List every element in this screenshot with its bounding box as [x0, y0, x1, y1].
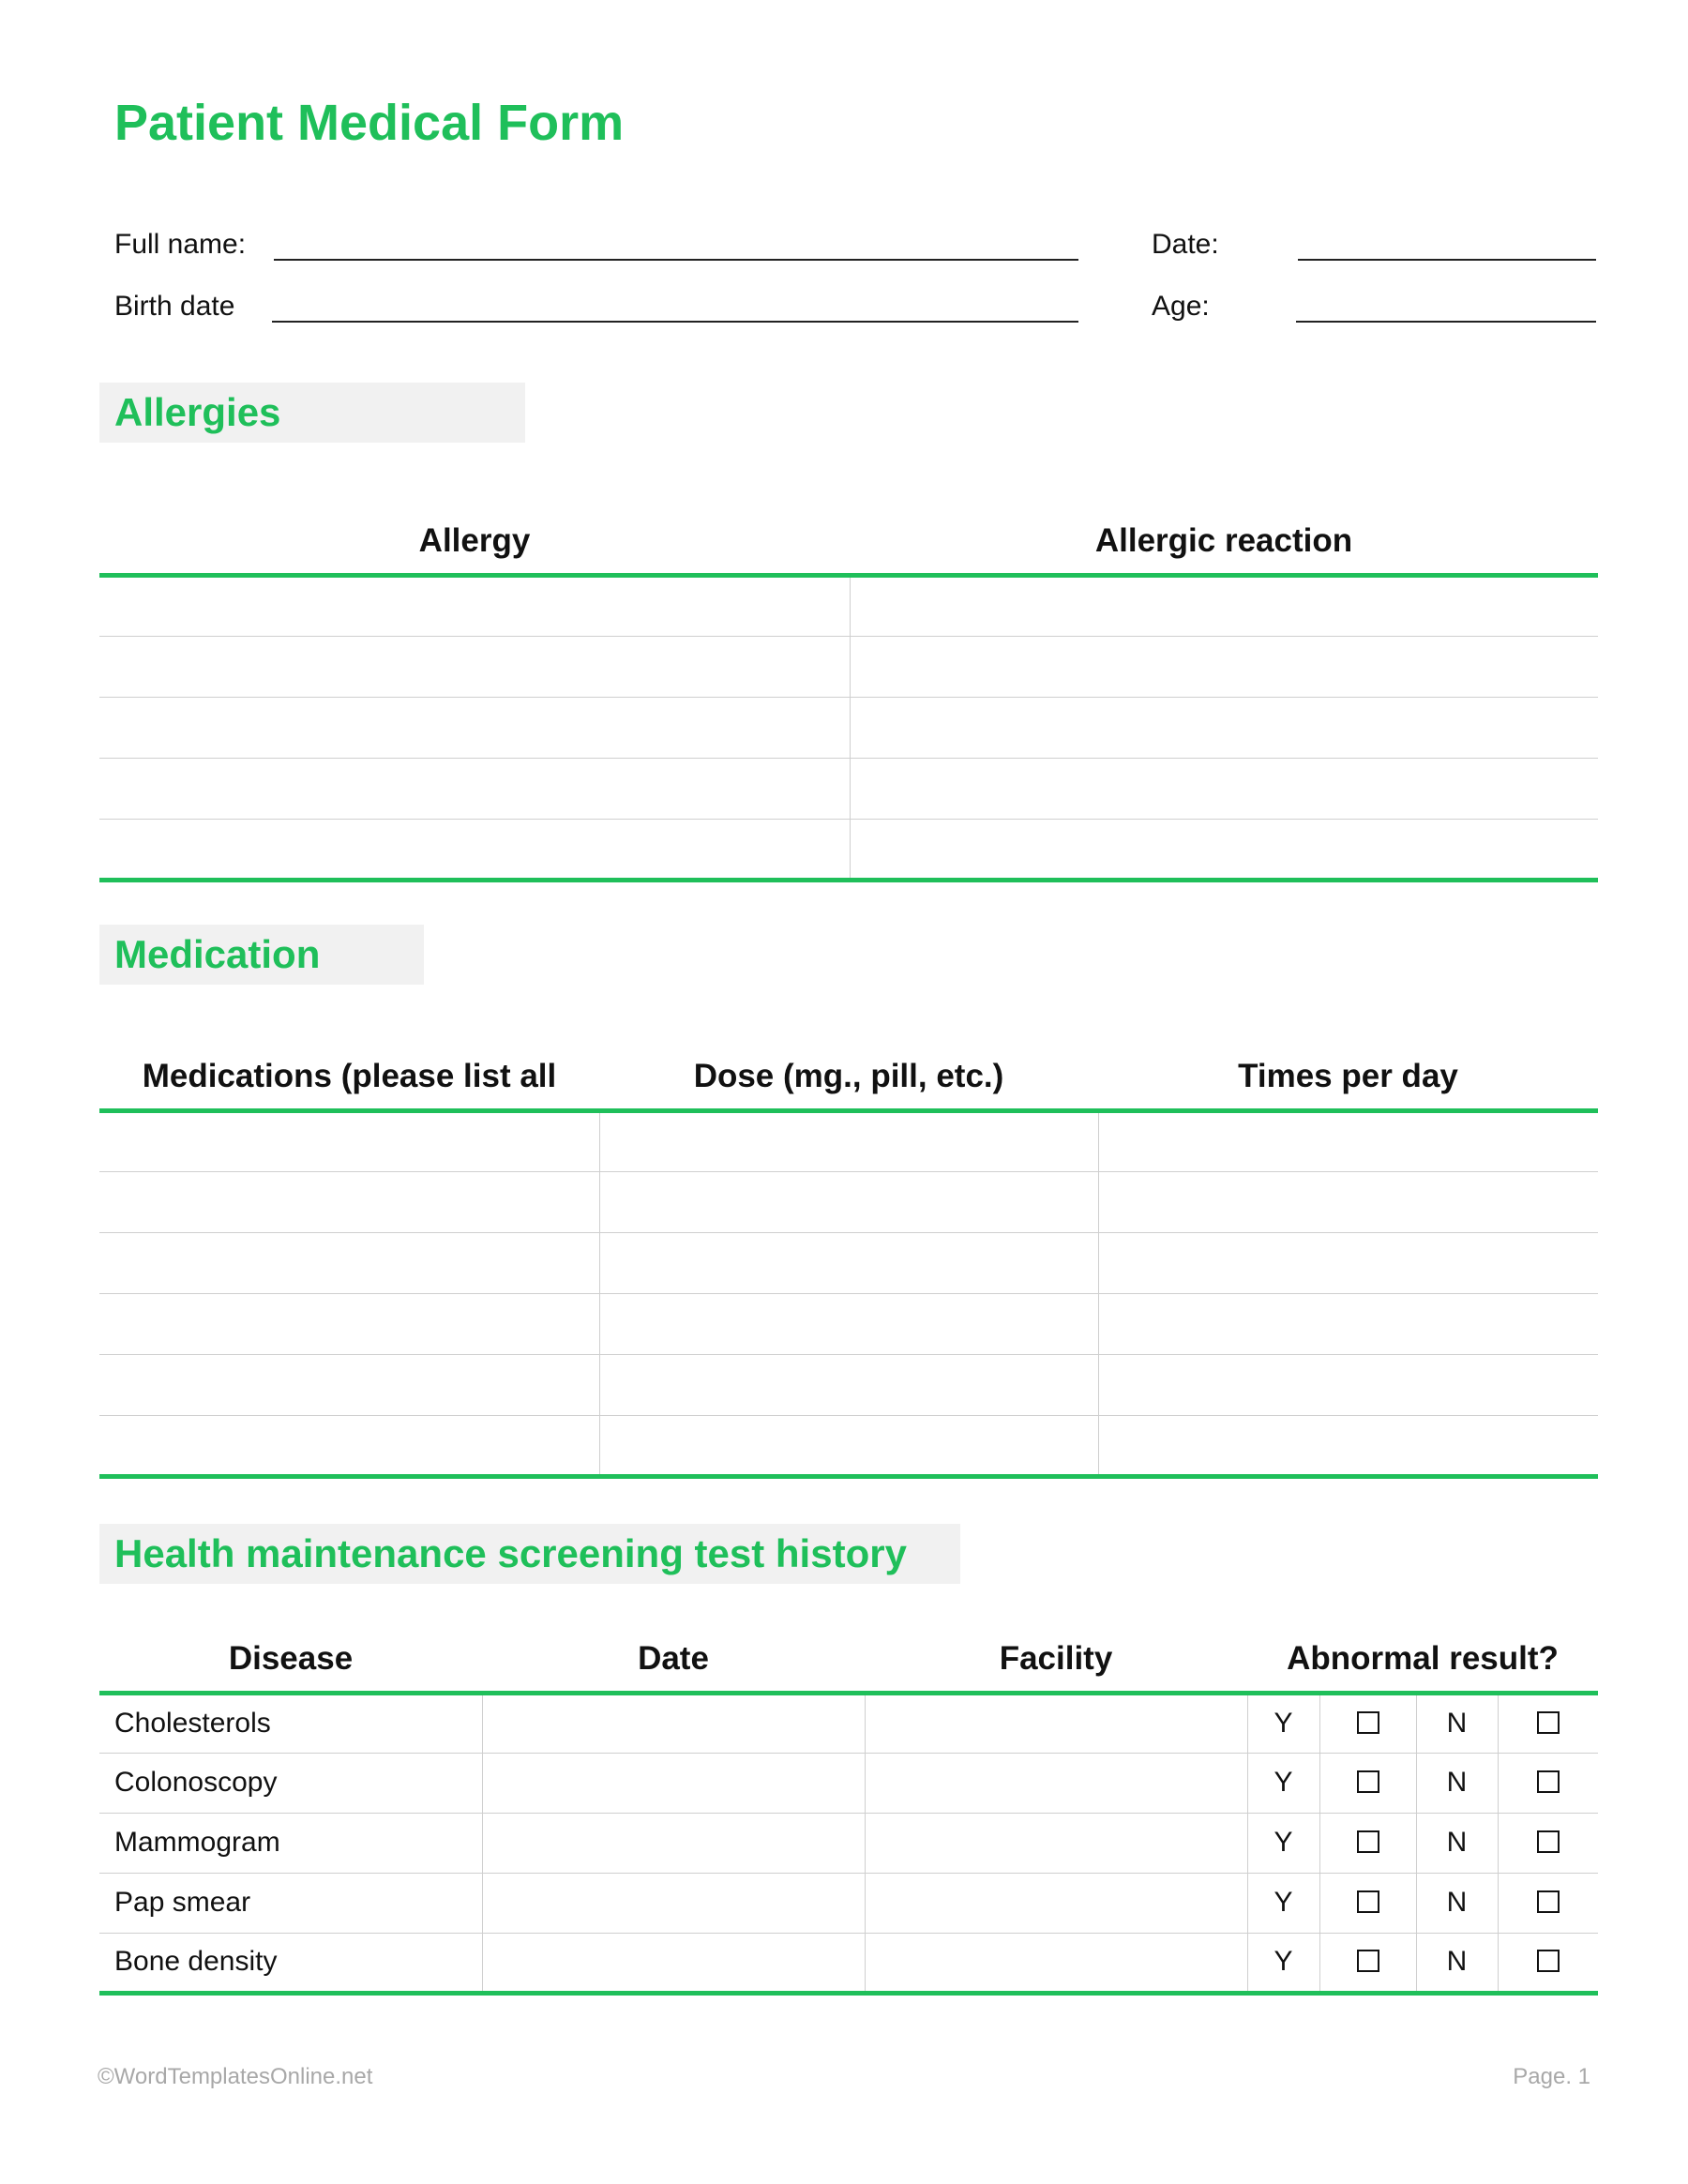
table-row — [99, 1354, 1598, 1415]
page-title: Patient Medical Form — [114, 95, 625, 151]
dose-cell[interactable] — [599, 1171, 1098, 1232]
disease-label: Bone density — [99, 1933, 482, 1993]
no-checkbox[interactable] — [1498, 1693, 1598, 1753]
allergy-cell[interactable] — [99, 819, 850, 880]
screening-section-title: Health maintenance screening test history — [114, 1531, 907, 1575]
table-row — [99, 1293, 1598, 1354]
no-checkbox[interactable] — [1498, 1933, 1598, 1993]
table-row — [99, 1873, 1598, 1933]
no-checkbox[interactable] — [1498, 1813, 1598, 1873]
table-row — [99, 1232, 1598, 1293]
table-row — [99, 697, 1598, 758]
yes-checkbox[interactable] — [1319, 1873, 1416, 1933]
dose-cell[interactable] — [599, 1232, 1098, 1293]
birth-date-label: Birth date — [114, 291, 235, 322]
allergies-table — [99, 514, 1598, 882]
allergy-cell[interactable] — [99, 697, 850, 758]
yes-checkbox[interactable] — [1319, 1693, 1416, 1753]
yes-checkbox[interactable] — [1319, 1813, 1416, 1873]
times-cell[interactable] — [1098, 1354, 1598, 1415]
dose-cell[interactable] — [599, 1293, 1098, 1354]
no-label: N — [1416, 1753, 1498, 1813]
disease-column-header: Disease — [99, 1631, 482, 1693]
checkbox-icon — [1357, 1890, 1379, 1913]
date-cell[interactable] — [482, 1753, 865, 1813]
table-row — [99, 1933, 1598, 1993]
yes-label: Y — [1247, 1693, 1319, 1753]
facility-cell[interactable] — [865, 1693, 1247, 1753]
date-cell[interactable] — [482, 1813, 865, 1873]
yes-label: Y — [1247, 1813, 1319, 1873]
allergies-section-title: Allergies — [114, 390, 281, 434]
times-cell[interactable] — [1098, 1415, 1598, 1476]
screening-table — [99, 1631, 1598, 1996]
table-row — [99, 1171, 1598, 1232]
dose-cell[interactable] — [599, 1415, 1098, 1476]
yes-checkbox[interactable] — [1319, 1933, 1416, 1993]
table-row — [99, 575, 1598, 636]
checkbox-icon — [1537, 1770, 1560, 1793]
medication-section-title: Medication — [114, 932, 321, 976]
copyright-text: ©WordTemplatesOnline.net — [98, 2064, 373, 2089]
disease-label: Mammogram — [99, 1813, 482, 1873]
reaction-cell[interactable] — [850, 575, 1598, 636]
times-cell[interactable] — [1098, 1293, 1598, 1354]
no-checkbox[interactable] — [1498, 1873, 1598, 1933]
facility-cell[interactable] — [865, 1753, 1247, 1813]
age-label: Age: — [1152, 291, 1210, 322]
times-cell[interactable] — [1098, 1171, 1598, 1232]
no-label: N — [1416, 1873, 1498, 1933]
table-row — [99, 1415, 1598, 1476]
table-row — [99, 758, 1598, 819]
reaction-cell[interactable] — [850, 758, 1598, 819]
full-name-label: Full name: — [114, 229, 247, 260]
disease-label: Pap smear — [99, 1873, 482, 1933]
medication-cell[interactable] — [99, 1232, 599, 1293]
facility-cell[interactable] — [865, 1933, 1247, 1993]
no-label: N — [1416, 1813, 1498, 1873]
table-row — [99, 1693, 1598, 1753]
checkbox-icon — [1357, 1950, 1379, 1972]
date-column-header: Date — [482, 1631, 865, 1693]
birth-date-field[interactable] — [272, 321, 1078, 323]
facility-column-header: Facility — [865, 1631, 1247, 1693]
date-cell[interactable] — [482, 1873, 865, 1933]
allergy-cell[interactable] — [99, 758, 850, 819]
table-row — [99, 819, 1598, 880]
no-label: N — [1416, 1693, 1498, 1753]
no-checkbox[interactable] — [1498, 1753, 1598, 1813]
reaction-cell[interactable] — [850, 697, 1598, 758]
allergies-section-header — [99, 383, 525, 443]
checkbox-icon — [1537, 1830, 1560, 1853]
table-row — [99, 1110, 1598, 1171]
facility-cell[interactable] — [865, 1813, 1247, 1873]
dose-column-header: Dose (mg., pill, etc.) — [599, 1048, 1098, 1110]
medication-section-header — [99, 925, 424, 985]
medication-cell[interactable] — [99, 1354, 599, 1415]
date-cell[interactable] — [482, 1933, 865, 1993]
dose-cell[interactable] — [599, 1354, 1098, 1415]
checkbox-icon — [1357, 1711, 1379, 1734]
allergy-cell[interactable] — [99, 575, 850, 636]
date-label: Date: — [1152, 229, 1219, 260]
abnormal-result-column-header: Abnormal result? — [1247, 1631, 1598, 1693]
medication-cell[interactable] — [99, 1110, 599, 1171]
reaction-cell[interactable] — [850, 636, 1598, 697]
checkbox-icon — [1537, 1890, 1560, 1913]
allergy-cell[interactable] — [99, 636, 850, 697]
medication-table — [99, 1048, 1598, 1479]
reaction-cell[interactable] — [850, 819, 1598, 880]
medication-cell[interactable] — [99, 1171, 599, 1232]
medication-cell[interactable] — [99, 1293, 599, 1354]
checkbox-icon — [1537, 1711, 1560, 1734]
age-field[interactable] — [1296, 321, 1596, 323]
date-cell[interactable] — [482, 1693, 865, 1753]
yes-label: Y — [1247, 1873, 1319, 1933]
table-row — [99, 1813, 1598, 1873]
medications-column-header: Medications (please list all — [99, 1048, 599, 1110]
times-cell[interactable] — [1098, 1110, 1598, 1171]
yes-label: Y — [1247, 1933, 1319, 1993]
table-row — [99, 1753, 1598, 1813]
date-field[interactable] — [1298, 259, 1596, 261]
times-per-day-column-header: Times per day — [1098, 1048, 1598, 1110]
yes-checkbox[interactable] — [1319, 1753, 1416, 1813]
table-row — [99, 636, 1598, 697]
screening-section-header — [99, 1524, 960, 1584]
disease-label: Cholesterols — [114, 1708, 271, 1739]
medication-cell[interactable] — [99, 1415, 599, 1476]
facility-cell[interactable] — [865, 1873, 1247, 1933]
full-name-field[interactable] — [274, 259, 1078, 261]
allergic-reaction-column-header: Allergic reaction — [850, 514, 1598, 575]
dose-cell[interactable] — [599, 1110, 1098, 1171]
checkbox-icon — [1357, 1830, 1379, 1853]
checkbox-icon — [1537, 1950, 1560, 1972]
allergy-column-header: Allergy — [99, 514, 850, 575]
times-cell[interactable] — [1098, 1232, 1598, 1293]
checkbox-icon — [1357, 1770, 1379, 1793]
page-number: Page. 1 — [1513, 2064, 1590, 2089]
disease-label: Colonoscopy — [99, 1753, 482, 1813]
yes-label: Y — [1247, 1753, 1319, 1813]
no-label: N — [1416, 1933, 1498, 1993]
